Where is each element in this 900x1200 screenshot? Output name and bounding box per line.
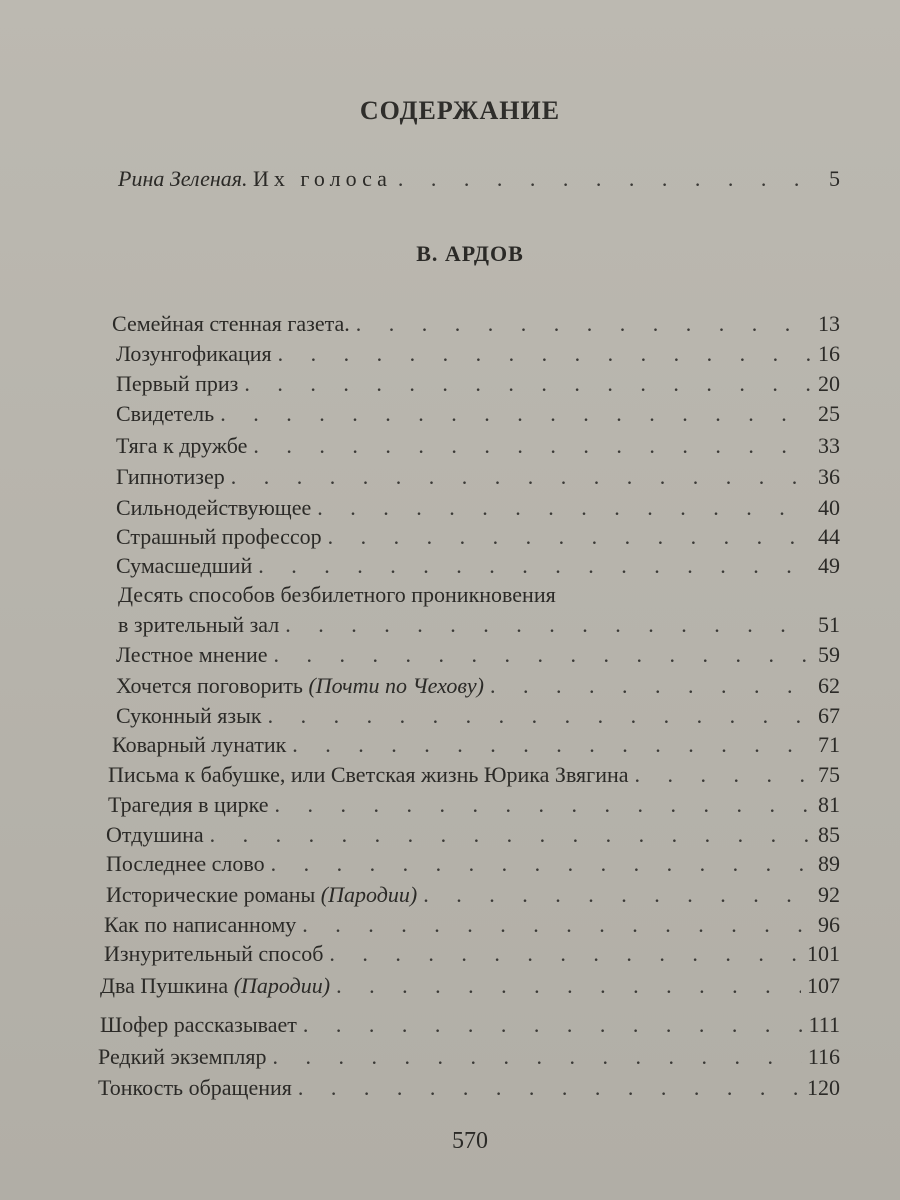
toc-entry <box>116 553 840 579</box>
toc-entry-page: 107 <box>807 973 840 998</box>
toc-entry-note: (Пародии) <box>320 882 418 907</box>
dot-leader <box>303 1012 803 1038</box>
toc-entry-page: 81 <box>818 792 840 817</box>
toc-entry-page: 96 <box>818 912 840 937</box>
toc-entry-page: 67 <box>818 703 840 728</box>
dot-leader <box>292 732 812 758</box>
dot-leader <box>210 822 812 848</box>
toc-entry-label <box>106 882 417 908</box>
toc-entry-label <box>100 973 330 999</box>
toc-entry-page: 49 <box>818 553 840 578</box>
dot-leader <box>244 371 812 397</box>
toc-entry-label: Тонкость обращения <box>98 1075 292 1100</box>
toc-entry-page: 62 <box>818 673 840 698</box>
toc-entry-page: 92 <box>818 882 840 907</box>
toc-entry <box>116 673 840 699</box>
toc-entry-page: 111 <box>808 1012 840 1037</box>
toc-entry <box>116 642 840 668</box>
toc-entry-label: Страшный профессор <box>116 524 322 549</box>
dot-leader <box>302 912 812 938</box>
toc-entry-label: Шофер рассказывает <box>100 1012 297 1037</box>
toc-entry <box>112 311 840 337</box>
dot-leader <box>220 401 812 427</box>
toc-entry-label: Последнее слово <box>106 851 265 876</box>
toc-entry-label: Семейная стенная газета. <box>112 311 350 336</box>
intro-entry <box>118 166 840 192</box>
toc-entry-page: 16 <box>818 341 840 366</box>
toc-entry-label: Лозунгофикация <box>116 341 272 366</box>
toc-entry-label: Гипнотизер <box>116 464 225 489</box>
intro-work: Их голоса <box>253 166 392 191</box>
toc-entry <box>106 882 840 908</box>
dot-leader <box>398 166 823 192</box>
toc-entry <box>98 1075 840 1101</box>
dot-leader <box>336 973 801 999</box>
dot-leader <box>423 882 812 908</box>
toc-entry <box>100 973 840 999</box>
toc-entry-page: 116 <box>807 1044 840 1069</box>
toc-entry-page: 59 <box>818 642 840 667</box>
toc-entry-note: (Пародии) <box>233 973 331 998</box>
dot-leader <box>231 464 812 490</box>
dot-leader <box>258 553 812 579</box>
toc-entry-label: Трагедия в цирке <box>108 792 269 817</box>
toc-entry-label: Тяга к дружбе <box>116 433 248 458</box>
toc-entry-label: Как по написанному <box>104 912 297 937</box>
toc-entry <box>106 822 840 848</box>
toc-entry-page: 44 <box>818 524 840 549</box>
toc-entry <box>116 524 840 550</box>
toc-entry-label: Изнурительный способ <box>104 941 324 966</box>
dot-leader <box>268 703 812 729</box>
dot-leader <box>278 341 812 367</box>
toc-entry-page: 51 <box>818 612 840 637</box>
toc-entry-page: 13 <box>818 311 840 336</box>
toc-entry-title: Исторические романы <box>106 882 316 907</box>
toc-entry-label <box>116 673 484 699</box>
toc-entry-label: Коварный лунатик <box>112 732 287 757</box>
toc-entry <box>118 612 840 638</box>
dot-leader <box>271 851 812 877</box>
dot-leader <box>298 1075 801 1101</box>
toc-entry-label: Редкий экземпляр <box>98 1044 267 1069</box>
toc-entry <box>100 1012 840 1038</box>
toc-entry-title: Два Пушкина <box>100 973 229 998</box>
toc-entry <box>116 464 840 490</box>
toc-entry-label: в зрительный зал <box>118 612 280 637</box>
intro-author: Рина Зеленая. <box>118 166 248 191</box>
page-title: СОДЕРЖАНИЕ <box>359 96 561 125</box>
toc-entry <box>108 762 840 788</box>
toc-entry-title: Хочется поговорить <box>116 673 303 698</box>
toc-entry-label: Суконный язык <box>116 703 262 728</box>
dot-leader <box>490 673 812 699</box>
toc-entry-label: Сумасшедший <box>116 553 253 578</box>
dot-leader <box>272 1044 801 1070</box>
dot-leader <box>356 311 812 337</box>
toc-entry-page: 36 <box>818 464 840 489</box>
toc-entry <box>116 341 840 367</box>
dot-leader <box>317 495 812 521</box>
toc-entry-note: (Почти по Чехову) <box>308 673 484 698</box>
intro-label <box>118 166 392 192</box>
toc-entry-page: 85 <box>818 822 840 847</box>
toc-entry <box>116 703 840 729</box>
toc-entry-label: Сильнодействующее <box>116 495 312 520</box>
toc-entry <box>106 851 840 877</box>
toc-entry-page: 20 <box>818 371 840 396</box>
toc-entry-label: Первый приз <box>116 371 239 396</box>
toc-entry-label: Свидетель <box>116 401 215 426</box>
toc-entry-label: Письма к бабушке, или Светская жизнь Юрика Звягина <box>108 762 629 787</box>
toc-entry <box>108 792 840 818</box>
dot-leader <box>274 642 812 668</box>
dot-leader <box>285 612 812 638</box>
page-number: 570 <box>452 1128 488 1154</box>
dot-leader <box>635 762 812 788</box>
toc-entry-page: 25 <box>818 401 840 426</box>
dot-leader <box>329 941 801 967</box>
toc-entry <box>116 401 840 427</box>
intro-page: 5 <box>829 166 840 191</box>
dot-leader <box>275 792 813 818</box>
toc-entry <box>116 371 840 397</box>
toc-entry-label: Лестное мнение <box>116 642 268 667</box>
toc-entry-page: 101 <box>807 941 840 966</box>
toc-entry-page: 33 <box>818 433 840 458</box>
section-heading: В. АРДОВ <box>416 241 524 266</box>
toc-entry-page: 89 <box>818 851 840 876</box>
toc-entry <box>116 495 840 521</box>
toc-entry <box>104 941 840 967</box>
toc-entry-page: 120 <box>807 1075 840 1100</box>
toc-entry-page: 40 <box>818 495 840 520</box>
toc-entry-page: 71 <box>818 732 840 757</box>
toc-entry <box>104 912 840 938</box>
dot-leader <box>253 433 812 459</box>
toc-entry <box>112 732 840 758</box>
toc-entry-page: 75 <box>818 762 840 787</box>
toc-entry-label-line1: Десять способов безбилетного проникновения <box>118 582 556 607</box>
toc-entry <box>98 1044 840 1070</box>
dot-leader <box>328 524 812 550</box>
toc-entry-label: Отдушина <box>106 822 204 847</box>
toc-entry <box>116 433 840 459</box>
